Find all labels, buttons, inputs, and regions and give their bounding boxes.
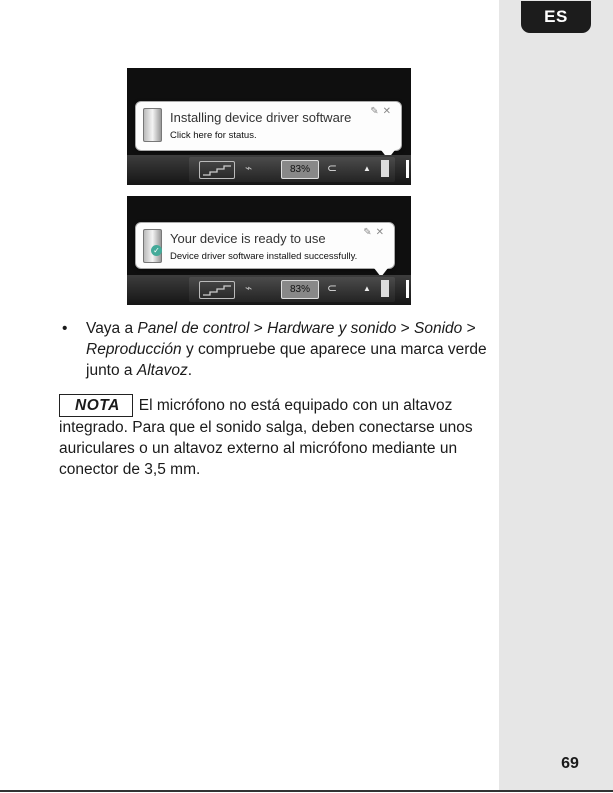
power-plug-icon: ⊂ bbox=[327, 281, 338, 295]
usb-device-icon bbox=[381, 280, 389, 297]
note-block bbox=[59, 394, 484, 480]
battery-indicator: 83% bbox=[281, 160, 319, 179]
wireless-icon: ⌁ bbox=[245, 281, 253, 295]
notification-balloon bbox=[135, 222, 395, 269]
signal-icon bbox=[199, 161, 235, 179]
screenshot-ready bbox=[127, 196, 411, 305]
balloon-subtitle: Click here for status. bbox=[170, 130, 257, 141]
tray-area bbox=[189, 277, 395, 302]
balloon-title: Installing device driver software bbox=[170, 110, 352, 125]
wireless-icon: ⌁ bbox=[245, 161, 253, 175]
battery-indicator: 83% bbox=[281, 280, 319, 299]
balloon-subtitle: Device driver software installed successfully. bbox=[170, 251, 358, 262]
bullet-dot: • bbox=[62, 320, 68, 337]
page-number: 69 bbox=[561, 755, 579, 772]
device-icon bbox=[143, 108, 162, 142]
notification-balloon bbox=[135, 101, 402, 151]
power-plug-icon: ⊂ bbox=[327, 161, 338, 175]
tray-area bbox=[189, 157, 395, 182]
note-text: El micrófono no está equipado con un altavoz integrado. Para que el sonido salga, deben conectarse unos auriculares o un altavoz externo al micrófono mediante un conector de 3,5 mm. bbox=[59, 397, 473, 478]
bottom-rule bbox=[0, 790, 613, 792]
signal-icon bbox=[199, 281, 235, 299]
tray-expand-icon: ▲ bbox=[363, 164, 371, 173]
balloon-controls: ✎✕ bbox=[363, 227, 388, 238]
check-icon: ✓ bbox=[151, 245, 162, 256]
show-desktop-bar bbox=[406, 160, 409, 178]
instruction-text: Vaya a Panel de control > Hardware y sonido > Sonido > Reproducción y compruebe que aparece una marca verde junto a Altavoz. bbox=[86, 320, 487, 379]
screenshot-installing bbox=[127, 68, 411, 185]
balloon-title: Your device is ready to use bbox=[170, 231, 326, 246]
instruction-bullet bbox=[62, 318, 487, 381]
language-tab: ES bbox=[521, 1, 591, 33]
note-badge: NOTA bbox=[59, 394, 133, 417]
balloon-controls: ✎✕ bbox=[370, 106, 395, 117]
sidebar bbox=[499, 0, 613, 790]
usb-device-icon bbox=[381, 160, 389, 177]
show-desktop-bar bbox=[406, 280, 409, 298]
taskbar bbox=[127, 155, 411, 185]
tray-expand-icon: ▲ bbox=[363, 284, 371, 293]
taskbar bbox=[127, 275, 411, 305]
